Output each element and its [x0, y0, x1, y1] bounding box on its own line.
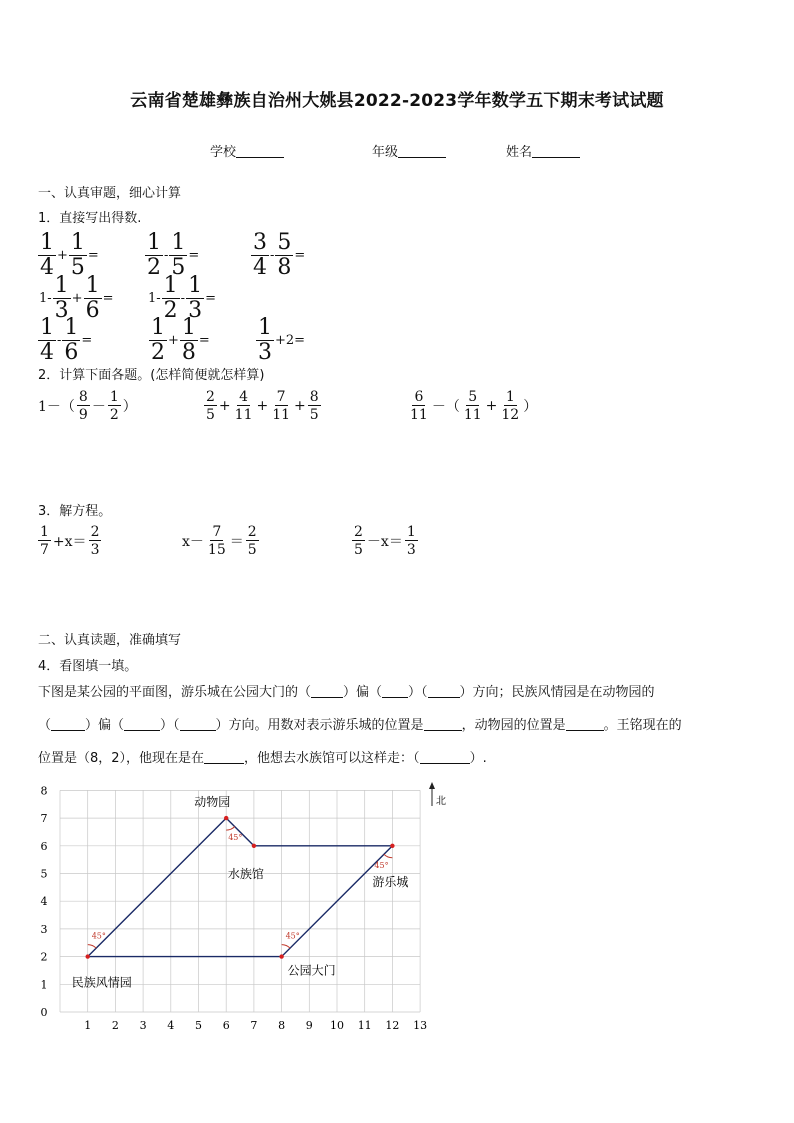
map-labels [72, 794, 409, 990]
y-tick-label: 8 [40, 784, 48, 798]
angle-label: 45° [91, 931, 106, 941]
q1-r1-e2: $\frac{1}{2}$ - $\frac{1}{5}$ = [147, 230, 200, 280]
x-tick-label: 9 [305, 1019, 313, 1032]
q1-r2-e2: 1- $\frac{1}{2}$ - $\frac{1}{3}$ = [148, 273, 216, 323]
north-indicator [429, 782, 446, 807]
q4-line1: 下图是某公园的平面图，游乐城在公园大门的（ ）偏（ ）（ ）方向；民族风情园是在动物园的 [38, 685, 655, 700]
blank-2[interactable] [382, 685, 408, 698]
x-tick-label: 11 [357, 1019, 372, 1032]
angle-label: 45° [228, 833, 243, 843]
map-angles [88, 827, 393, 949]
angle-label: 45° [374, 860, 389, 870]
place-label: 民族风情园 [71, 975, 132, 990]
place-label: 水族馆 [227, 866, 264, 881]
q4-label: 4．看图填一填。 [38, 659, 138, 674]
y-tick-label: 3 [40, 922, 48, 936]
place-point [279, 954, 283, 958]
q1-r1-e1: $\frac{1}{4}$ + $\frac{1}{5}$ = [40, 230, 99, 280]
blank-5[interactable] [124, 718, 160, 731]
q1-r1-e3: $\frac{3}{4}$ - $\frac{5}{8}$ = [253, 230, 306, 280]
park-map [30, 780, 450, 1040]
blank-1[interactable] [311, 685, 343, 698]
angle-label: 45° [285, 931, 300, 941]
y-tick-label: 6 [40, 839, 48, 853]
q3-eq3: $\frac{2}{5}$ －x＝ $\frac{1}{3}$ [354, 524, 416, 558]
page-title: 云南省楚雄彝族自治州大姚县2022-2023学年数学五下期末考试试题 [130, 91, 664, 111]
angle-arc [282, 945, 290, 949]
blank-9[interactable] [204, 751, 244, 764]
x-tick-label: 3 [139, 1019, 147, 1032]
y-tick-label: 2 [40, 950, 48, 964]
q4-line2: （ ）偏（ ）（ ）方向。用数对表示游乐城的位置是 ，动物园的位置是 。王铭现在的 [38, 718, 682, 733]
y-tick-label: 4 [40, 895, 48, 909]
x-tick-label: 10 [330, 1019, 344, 1032]
q2-expr2: $\frac{2}{5}$ + $\frac{4}{11}$ + $\frac{7}{11}$ + $\frac{8}{5}$ [206, 389, 319, 423]
place-label: 动物园 [194, 795, 231, 810]
q2-expr3: $\frac{6}{11}$ －（ $\frac{5}{11}$ + $\frac{1}{12}$ ） [410, 389, 538, 423]
q1-r3-e3: $\frac{1}{3}$ +2= [258, 315, 306, 365]
blank-4[interactable] [51, 718, 85, 731]
blank-6[interactable] [180, 718, 216, 731]
place-point [224, 816, 228, 820]
x-tick-label: 1 [84, 1019, 92, 1032]
place-point [86, 954, 90, 958]
x-tick-label: 5 [195, 1019, 202, 1032]
y-tick-label: 5 [40, 867, 48, 881]
q2-expr1: 1－（ $\frac{8}{9}$ － $\frac{1}{2}$ ） [38, 389, 137, 423]
y-tick-label: 1 [40, 978, 48, 992]
x-tick-label: 13 [413, 1019, 428, 1032]
q4-paragraph [38, 676, 760, 775]
blank-3[interactable] [428, 685, 460, 698]
x-tick-label: 6 [222, 1019, 230, 1032]
grade-field[interactable]: 年级 [372, 141, 446, 160]
name-field[interactable]: 姓名 [506, 141, 580, 160]
section1-heading: 一、认真审题，细心计算 [38, 186, 182, 201]
angle-arc [384, 854, 392, 858]
q1-r2-e1: 1- $\frac{1}{3}$ + $\frac{1}{6}$ = [39, 273, 114, 323]
place-label: 游乐城 [372, 874, 409, 889]
q3-eq1: $\frac{1}{7}$ +x＝ $\frac{2}{3}$ [40, 524, 100, 558]
x-tick-label: 2 [111, 1019, 119, 1032]
q3-label: 3．解方程。 [38, 504, 112, 519]
north-label: 北 [436, 796, 446, 807]
x-tick-label: 8 [278, 1019, 286, 1032]
section2-heading: 二、认真读题，准确填写 [38, 633, 182, 648]
q4-line3: 位置是（8，2），他现在是在 ，他想去水族馆可以这样走：（ ）. [38, 751, 487, 766]
angle-arc [88, 945, 96, 949]
y-tick-label: 0 [40, 1006, 48, 1019]
map-axes [41, 784, 428, 1032]
blank-8[interactable] [566, 718, 604, 731]
x-tick-label: 12 [385, 1019, 400, 1032]
x-tick-label: 4 [167, 1019, 175, 1032]
place-point [252, 844, 256, 848]
place-label: 公园大门 [287, 963, 336, 978]
school-field[interactable]: 学校 [210, 141, 284, 160]
q2-label: 2．计算下面各题。(怎样简便就怎样算) [38, 368, 265, 383]
x-tick-label: 7 [250, 1019, 258, 1032]
place-point [390, 844, 394, 848]
q1-label: 1．直接写出得数. [38, 211, 142, 226]
q1-r3-e1: $\frac{1}{4}$ - $\frac{1}{6}$ = [40, 315, 93, 365]
blank-7[interactable] [424, 718, 462, 731]
angle-arc [226, 827, 234, 831]
blank-10[interactable] [420, 751, 470, 764]
q3-eq2: x－ $\frac{7}{15}$ ＝ $\frac{2}{5}$ [182, 524, 257, 558]
q1-r3-e2: $\frac{1}{2}$ + $\frac{1}{8}$ = [151, 315, 210, 365]
y-tick-label: 7 [40, 812, 48, 826]
